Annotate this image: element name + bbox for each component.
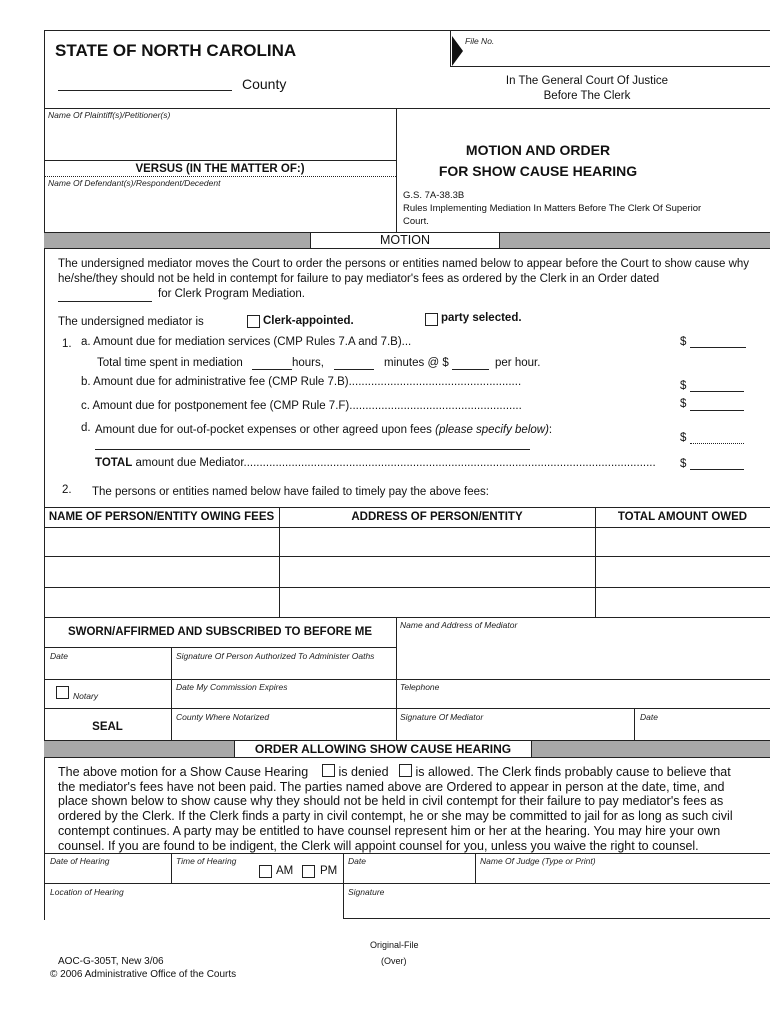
table-row[interactable] bbox=[45, 557, 770, 587]
state-title: STATE OF NORTH CAROLINA bbox=[55, 41, 297, 60]
motion-heading: MOTION bbox=[310, 232, 500, 249]
plaintiff-field[interactable] bbox=[45, 122, 395, 159]
signature-oaths-label: Signature Of Person Authorized To Administer Oaths bbox=[176, 651, 375, 661]
order-heading: ORDER ALLOWING SHOW CAUSE HEARING bbox=[234, 740, 532, 758]
item1-number: 1. bbox=[62, 338, 72, 350]
item1d-letter: d. bbox=[81, 422, 91, 434]
item1d-note: (please specify below) bbox=[435, 424, 549, 436]
order-text bbox=[58, 763, 738, 853]
item1d-amount-input[interactable] bbox=[690, 443, 744, 444]
form-title-line1: MOTION AND ORDER bbox=[465, 142, 611, 158]
dollar-sign: $ bbox=[680, 336, 687, 348]
divider bbox=[44, 617, 770, 618]
divider bbox=[475, 853, 476, 883]
divider bbox=[44, 708, 770, 709]
file-no-arrow-icon bbox=[452, 36, 463, 66]
pm-label: PM bbox=[320, 865, 338, 877]
form-title-line2: FOR SHOW CAUSE HEARING bbox=[438, 163, 638, 179]
item2-number: 2. bbox=[62, 484, 72, 496]
item1a-label: a. Amount due for mediation services (CMP Rules 7.A and 7.B)... bbox=[81, 336, 412, 348]
signature-mediator-label: Signature Of Mediator bbox=[400, 712, 484, 722]
rules-text-2: Court. bbox=[403, 216, 429, 227]
hours-input[interactable] bbox=[252, 369, 292, 370]
am-label: AM bbox=[276, 865, 294, 877]
order-text-a: The above motion for a Show Cause Hearing bbox=[58, 765, 309, 779]
item1d-specify-input[interactable] bbox=[95, 449, 530, 450]
party-selected-label: party selected. bbox=[441, 312, 522, 324]
item1d-text: Amount due for out-of-pocket expenses or other agreed upon fees bbox=[95, 424, 432, 436]
allowed-label: is allowed. bbox=[415, 765, 474, 779]
total-rest: amount due Mediator................................................................................................................................. bbox=[135, 457, 656, 469]
table-header-total: TOTAL AMOUNT OWED bbox=[617, 511, 748, 523]
divider bbox=[634, 708, 635, 740]
item1b-label: b. Amount due for administrative fee (CMP Rule 7.B)...................................................... bbox=[81, 376, 522, 388]
hours-label: hours, bbox=[292, 357, 324, 369]
file-no-divider bbox=[450, 30, 451, 66]
mediator-name-address-label: Name and Address of Mediator bbox=[400, 620, 518, 630]
file-no-line bbox=[450, 66, 770, 67]
divider bbox=[44, 176, 396, 177]
motion-intro-3: for Clerk Program Mediation. bbox=[158, 288, 305, 300]
pm-checkbox[interactable] bbox=[302, 865, 315, 878]
total-amount-input[interactable] bbox=[690, 469, 744, 470]
form-border-top bbox=[44, 30, 770, 31]
item1a-amount-input[interactable] bbox=[690, 347, 746, 348]
county-label: County bbox=[242, 76, 287, 92]
time-of-hearing-label: Time of Hearing bbox=[176, 856, 237, 866]
over-label: (Over) bbox=[381, 956, 407, 966]
divider bbox=[44, 647, 396, 648]
divider bbox=[44, 679, 770, 680]
form-number: AOC-G-305T, New 3/06 bbox=[58, 956, 164, 967]
allowed-checkbox[interactable] bbox=[399, 764, 412, 777]
divider bbox=[44, 160, 396, 161]
minutes-input[interactable] bbox=[334, 369, 374, 370]
dollar-sign: $ bbox=[680, 380, 687, 392]
dollar-sign: $ bbox=[680, 458, 687, 470]
per-hour-label: per hour. bbox=[495, 357, 541, 369]
notary-checkbox[interactable] bbox=[56, 686, 69, 699]
dollar-sign: $ bbox=[680, 398, 687, 410]
order-date-input[interactable] bbox=[58, 301, 152, 302]
divider bbox=[343, 853, 344, 918]
court-line1: In The General Court Of Justice bbox=[505, 75, 669, 87]
copyright: © 2006 Administrative Office of the Courts bbox=[50, 969, 237, 980]
judge-name-label: Name Of Judge (Type or Print) bbox=[480, 856, 596, 866]
divider bbox=[44, 507, 770, 508]
divider bbox=[44, 108, 770, 109]
divider bbox=[343, 918, 770, 919]
file-no-label: File No. bbox=[465, 36, 495, 46]
defendant-field[interactable] bbox=[45, 190, 395, 230]
divider bbox=[171, 647, 172, 740]
order-date-label: Date bbox=[348, 856, 366, 866]
table-header-name: NAME OF PERSON/ENTITY OWING FEES bbox=[48, 511, 275, 523]
item2-text: The persons or entities named below have failed to timely pay the above fees: bbox=[92, 486, 489, 498]
county-notarized-label: County Where Notarized bbox=[176, 712, 270, 722]
signature-label: Signature bbox=[348, 887, 385, 897]
dollar-sign: $ bbox=[680, 432, 687, 444]
divider bbox=[44, 883, 770, 884]
item1c-amount-input[interactable] bbox=[690, 410, 744, 411]
motion-intro-1: The undersigned mediator moves the Court to order the persons or entities named below to appear before the Court to show cause why bbox=[58, 258, 750, 270]
sworn-heading: SWORN/AFFIRMED AND SUBSCRIBED TO BEFORE ME bbox=[67, 626, 373, 638]
minutes-label: minutes @ $ bbox=[384, 357, 449, 369]
item1b-amount-input[interactable] bbox=[690, 391, 744, 392]
plaintiff-label: Name Of Plaintiff(s)/Petitioner(s) bbox=[48, 110, 171, 120]
original-file: Original-File bbox=[370, 940, 419, 950]
mediator-is-label: The undersigned mediator is bbox=[58, 316, 204, 328]
total-label bbox=[95, 457, 656, 469]
notary-label: Notary bbox=[73, 691, 99, 701]
rate-input[interactable] bbox=[452, 369, 489, 370]
item1d-label: Amount due for out-of-pocket expenses or other agreed upon fees (please specify below): bbox=[95, 424, 553, 436]
seal-label: SEAL bbox=[92, 721, 123, 733]
motion-intro-2: he/she/they should not be held in contempt for failure to pay mediator's fees as ordered by the Clerk in an Order dated bbox=[58, 273, 660, 285]
telephone-label: Telephone bbox=[400, 682, 440, 692]
court-line2: Before The Clerk bbox=[543, 90, 631, 102]
total-time-label: Total time spent in mediation bbox=[97, 357, 243, 369]
party-selected-checkbox[interactable] bbox=[425, 313, 438, 326]
clerk-appointed-checkbox[interactable] bbox=[247, 315, 260, 328]
county-input-line[interactable] bbox=[58, 90, 232, 91]
table-row[interactable] bbox=[45, 588, 770, 617]
divider bbox=[171, 853, 172, 883]
item1c-label: c. Amount due for postponement fee (CMP Rule 7.F)...................................................... bbox=[81, 400, 522, 412]
versus-label: VERSUS (IN THE MATTER OF:) bbox=[135, 163, 305, 175]
mediator-date-label: Date bbox=[640, 712, 658, 722]
divider bbox=[44, 853, 770, 854]
am-checkbox[interactable] bbox=[259, 865, 272, 878]
order-text-b: The Clerk finds probably cause to believe that the mediator's fees have not been paid. The parties named above are Ordered to appear in person at the date, time, and place shown below to show cause why they should not be held in civil contempt for their failure to pay mediator's fees as ordered by the Clerk. If the Clerk finds a party in civil contempt, he or she may be committed to jail for as long as such civil contempt continues. A party may be entitled to have counsel represent him or her at the hearing. You may hire your own counsel. If you are found to be indigent, the Clerk will appoint counsel for you, unless you waive the right to counsel. bbox=[58, 765, 733, 853]
date-of-hearing-label: Date of Hearing bbox=[50, 856, 110, 866]
denied-label: is denied bbox=[338, 765, 389, 779]
defendant-label: Name Of Defendant(s)/Respondent/Decedent bbox=[48, 178, 221, 188]
clerk-appointed-label: Clerk-appointed. bbox=[263, 315, 354, 327]
denied-checkbox[interactable] bbox=[322, 764, 335, 777]
rules-text: Rules Implementing Mediation In Matters Before The Clerk Of Superior bbox=[403, 203, 702, 214]
location-label: Location of Hearing bbox=[50, 887, 124, 897]
commission-label: Date My Commission Expires bbox=[176, 682, 288, 692]
statute: G.S. 7A-38.3B bbox=[403, 190, 465, 201]
total-bold: TOTAL bbox=[95, 457, 133, 469]
table-row[interactable] bbox=[45, 528, 770, 556]
sworn-date-label: Date bbox=[50, 651, 68, 661]
table-header-address: ADDRESS OF PERSON/ENTITY bbox=[351, 511, 523, 523]
